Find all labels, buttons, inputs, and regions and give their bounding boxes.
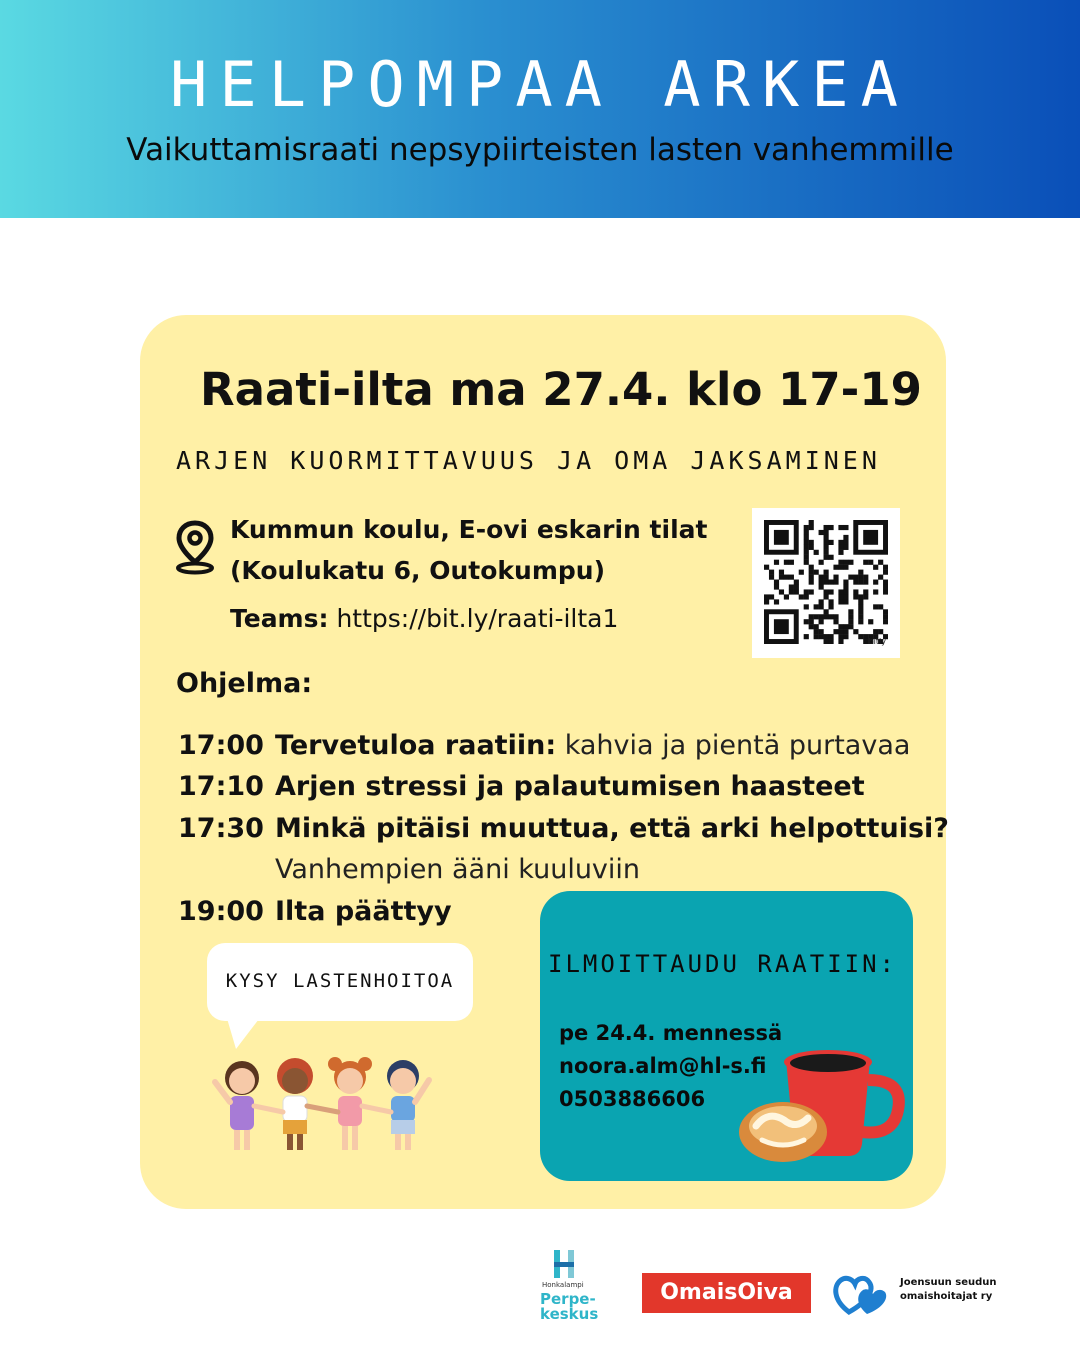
qr-tag: bitly bbox=[868, 637, 886, 646]
location-line-1: Kummun koulu, E-ovi eskarin tilat bbox=[230, 515, 708, 544]
teams-label: Teams: bbox=[230, 604, 329, 633]
joensuu-association-name bbox=[900, 1276, 997, 1304]
perpe-line-1: Perpe- bbox=[540, 1290, 596, 1308]
program-title: Ilta päättyy bbox=[275, 896, 452, 927]
omaisoiva-logo: OmaisOiva bbox=[642, 1273, 811, 1313]
program-time: 17:10 bbox=[178, 771, 264, 802]
program-detail: Vanhempien ääni kuuluviin bbox=[275, 854, 641, 885]
hearts-logo-icon bbox=[831, 1268, 891, 1318]
qr-code[interactable] bbox=[752, 508, 900, 658]
honkalampi-name: Honkalampi bbox=[542, 1281, 584, 1289]
perpe-keskus-logo bbox=[540, 1248, 600, 1330]
event-location bbox=[230, 509, 707, 591]
header-banner bbox=[0, 0, 1080, 218]
poster-subtitle: Vaikuttamisraati nepsypiirteisten lasten vanhemmille bbox=[126, 132, 954, 168]
qr-code-icon bbox=[764, 520, 888, 644]
registration-deadline: pe 24.4. mennessä bbox=[559, 1021, 783, 1045]
program-title: Arjen stressi ja palautumisen haasteet bbox=[275, 771, 865, 802]
registration-email[interactable]: noora.alm@hl-s.fi bbox=[559, 1054, 767, 1078]
perpe-keskus-name bbox=[540, 1292, 598, 1322]
coffee-and-bun-icon bbox=[738, 1040, 908, 1165]
teams-info bbox=[230, 604, 618, 633]
poster-title: HELPOMPAA ARKEA bbox=[170, 48, 910, 121]
registration-title: ILMOITTAUDU RAATIIN: bbox=[548, 950, 897, 978]
program-title: Tervetuloa raatiin: bbox=[275, 730, 557, 761]
joensuu-line-2: omaishoitajat ry bbox=[900, 1291, 993, 1302]
program-time: 17:30 bbox=[178, 813, 264, 844]
program-time: 19:00 bbox=[178, 896, 264, 927]
event-theme: ARJEN KUORMITTAVUUS JA OMA JAKSAMINEN bbox=[176, 446, 881, 475]
event-title: Raati-ilta ma 27.4. klo 17-19 bbox=[200, 363, 922, 416]
program-label: Ohjelma: bbox=[176, 668, 313, 699]
program-time: 17:00 bbox=[178, 730, 264, 761]
location-line-2: (Koulukatu 6, Outokumpu) bbox=[230, 556, 606, 585]
childcare-note: KYSY LASTENHOITOA bbox=[225, 970, 455, 992]
teams-link[interactable]: https://bit.ly/raati-ilta1 bbox=[336, 604, 619, 633]
children-illustration-icon bbox=[207, 1050, 437, 1160]
joensuu-line-1: Joensuun seudun bbox=[900, 1277, 997, 1288]
speech-bubble-tail bbox=[226, 1015, 262, 1049]
registration-phone[interactable]: 0503886606 bbox=[559, 1087, 706, 1111]
location-pin-icon bbox=[174, 519, 216, 575]
honkalampi-h-icon bbox=[552, 1248, 592, 1280]
program-title: Minkä pitäisi muuttua, että arki helpottuisi? bbox=[275, 813, 949, 844]
program-detail: kahvia ja pientä purtavaa bbox=[564, 730, 911, 761]
perpe-line-2: keskus bbox=[540, 1305, 599, 1323]
